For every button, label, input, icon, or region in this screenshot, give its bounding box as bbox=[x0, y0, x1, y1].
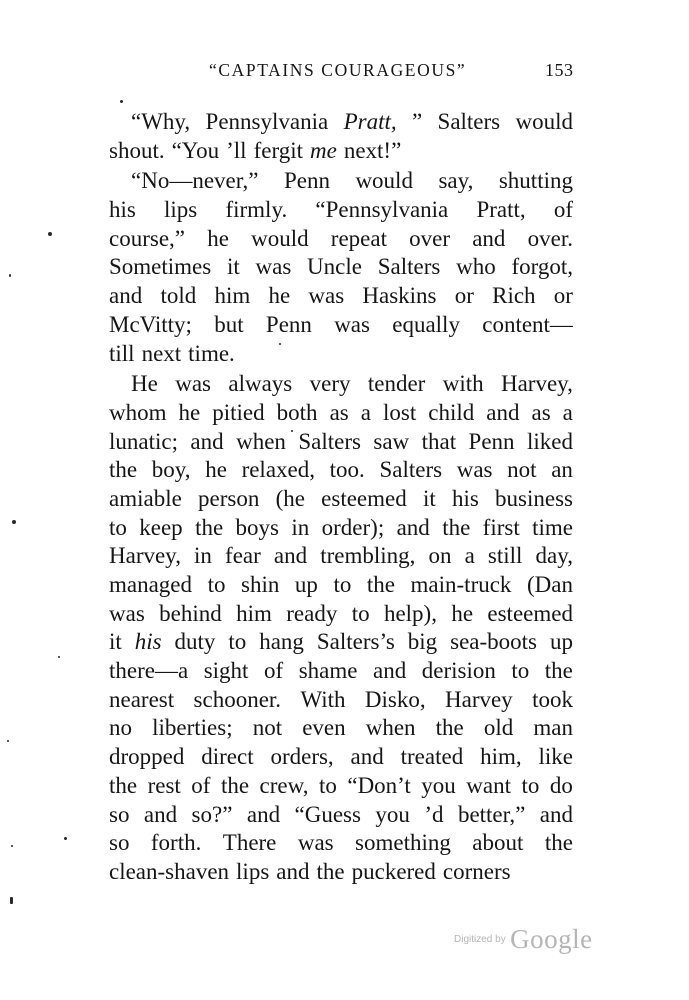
word: Harvey, bbox=[109, 543, 181, 569]
word: to bbox=[351, 600, 370, 626]
word: was bbox=[308, 283, 345, 309]
page-number: 153 bbox=[545, 60, 574, 80]
text-line bbox=[109, 657, 573, 686]
word: There bbox=[222, 830, 277, 856]
word: Salters’s bbox=[316, 629, 395, 655]
word: better,” bbox=[457, 801, 526, 827]
word: direct bbox=[201, 744, 254, 770]
word: and bbox=[246, 801, 281, 827]
word: would bbox=[355, 168, 413, 194]
word: when bbox=[236, 428, 286, 454]
word: it bbox=[422, 485, 436, 511]
word: a bbox=[360, 399, 371, 425]
word: in bbox=[291, 514, 310, 540]
word: his bbox=[451, 485, 479, 511]
word: Harvey, bbox=[500, 371, 573, 397]
text-line bbox=[109, 137, 573, 166]
word: not bbox=[507, 457, 537, 483]
word: fear bbox=[225, 543, 261, 569]
word: lips bbox=[236, 858, 270, 884]
word: with bbox=[442, 371, 484, 397]
word: content— bbox=[482, 311, 573, 337]
word: shout. bbox=[109, 137, 165, 163]
word: too. bbox=[329, 457, 365, 483]
text-line bbox=[109, 686, 573, 715]
word: Pratt, bbox=[343, 109, 397, 134]
word: treated bbox=[400, 744, 464, 770]
text-line bbox=[109, 514, 573, 543]
word: dropped bbox=[109, 744, 185, 770]
word: liked bbox=[526, 428, 573, 454]
word: behind bbox=[159, 600, 222, 626]
word: was bbox=[456, 457, 493, 483]
word: whom bbox=[109, 399, 167, 425]
word: when bbox=[365, 715, 416, 741]
word: no bbox=[109, 715, 132, 741]
word: me bbox=[309, 137, 337, 163]
text-line bbox=[109, 108, 573, 137]
word: corners bbox=[442, 858, 511, 884]
word: to bbox=[109, 514, 127, 540]
word: he bbox=[207, 225, 229, 251]
text-line bbox=[109, 428, 573, 457]
text-line bbox=[109, 282, 573, 311]
word: person bbox=[198, 485, 260, 511]
word: the bbox=[544, 830, 573, 856]
word: “Don’t bbox=[347, 772, 411, 798]
word: Haskins bbox=[362, 283, 437, 309]
word: sea-boots bbox=[450, 629, 538, 655]
word: help), bbox=[383, 600, 437, 626]
word: like bbox=[538, 744, 573, 770]
text-line bbox=[109, 628, 573, 657]
word: trembling, bbox=[320, 543, 416, 569]
word: Disko, bbox=[364, 686, 426, 712]
watermark-brand: Google bbox=[510, 924, 593, 954]
word: fergit bbox=[253, 137, 303, 163]
word: duty bbox=[174, 629, 216, 655]
word: “Why, bbox=[131, 109, 191, 134]
word: and bbox=[372, 658, 407, 684]
word: lunatic; bbox=[109, 428, 178, 454]
text-line bbox=[109, 253, 573, 282]
word: He bbox=[131, 371, 158, 397]
word: nearest bbox=[109, 686, 175, 712]
word: so?” bbox=[191, 801, 233, 827]
text-line bbox=[109, 743, 573, 772]
body-text bbox=[109, 108, 573, 887]
word: up bbox=[549, 629, 573, 655]
word: repeat bbox=[330, 225, 387, 251]
word: on bbox=[428, 543, 452, 569]
word: and bbox=[350, 744, 384, 770]
word: the bbox=[435, 715, 464, 741]
word: to bbox=[521, 772, 540, 798]
word: up bbox=[294, 572, 318, 597]
word: till bbox=[109, 340, 135, 366]
text-line bbox=[109, 456, 573, 485]
word: the bbox=[109, 772, 138, 798]
word: to bbox=[207, 572, 226, 597]
word: him bbox=[214, 283, 251, 309]
word: Rich bbox=[492, 283, 536, 309]
word: “Guess bbox=[294, 801, 361, 827]
word: child bbox=[428, 399, 475, 425]
text-line bbox=[109, 801, 573, 830]
word: of bbox=[263, 658, 284, 684]
text-line bbox=[109, 858, 573, 887]
word: time bbox=[532, 514, 573, 540]
word: him, bbox=[480, 744, 522, 770]
word: so bbox=[109, 801, 130, 827]
word: amiable bbox=[109, 485, 182, 511]
word: as bbox=[329, 399, 349, 425]
word: something bbox=[355, 830, 451, 856]
word: was bbox=[297, 830, 334, 856]
text-line bbox=[109, 340, 573, 369]
word: the bbox=[544, 658, 573, 684]
word: order); bbox=[321, 514, 385, 540]
word: ready bbox=[286, 600, 338, 626]
word: want bbox=[466, 772, 511, 798]
word: would bbox=[251, 225, 309, 251]
text-line bbox=[109, 571, 573, 600]
word: still bbox=[487, 543, 523, 569]
word: tender bbox=[367, 371, 426, 397]
word: forgot, bbox=[511, 254, 573, 280]
word: to bbox=[228, 629, 247, 655]
word: he bbox=[205, 457, 227, 483]
word: McVitty; bbox=[109, 311, 192, 337]
word: took bbox=[532, 686, 573, 712]
word: of bbox=[191, 772, 211, 798]
watermark-prefix: Digitized by bbox=[454, 934, 506, 945]
word: say, bbox=[438, 168, 474, 194]
word: (he bbox=[275, 485, 305, 511]
word: shame bbox=[298, 658, 358, 684]
word: Salters bbox=[437, 109, 501, 134]
word: would bbox=[515, 109, 573, 134]
word: the bbox=[316, 858, 345, 884]
word: Penn bbox=[468, 428, 515, 454]
word: was bbox=[175, 371, 211, 397]
word: Salters bbox=[379, 457, 443, 483]
word: ” bbox=[411, 109, 423, 134]
word: to bbox=[333, 572, 352, 597]
word: main-truck bbox=[410, 572, 512, 597]
word: and bbox=[273, 543, 308, 569]
word: always bbox=[228, 371, 293, 397]
word: lost bbox=[382, 399, 417, 425]
word: sight bbox=[203, 658, 249, 684]
word: both bbox=[276, 399, 318, 425]
word: was bbox=[109, 600, 145, 626]
word: man bbox=[533, 715, 573, 741]
word: to bbox=[318, 772, 337, 798]
word: so bbox=[109, 830, 130, 856]
word: “Pennsylvania bbox=[315, 197, 449, 223]
word: boys bbox=[235, 514, 279, 540]
word: Salters bbox=[377, 254, 441, 280]
word: told bbox=[160, 283, 197, 309]
text-line bbox=[109, 225, 573, 254]
word: Salters bbox=[298, 428, 361, 454]
text-line bbox=[109, 196, 573, 225]
word: of bbox=[553, 197, 573, 223]
word: next!” bbox=[343, 137, 402, 163]
word: the bbox=[220, 772, 250, 798]
word: With bbox=[300, 686, 346, 712]
word: Pratt, bbox=[476, 197, 526, 223]
word: orders, bbox=[270, 744, 334, 770]
word: pitied bbox=[212, 399, 265, 425]
text-line bbox=[109, 542, 573, 571]
word: and bbox=[472, 225, 506, 251]
word: he bbox=[178, 399, 201, 425]
word: forth. bbox=[150, 830, 202, 856]
word: an bbox=[551, 457, 573, 483]
word: it bbox=[109, 629, 122, 655]
word: liberties; bbox=[152, 715, 233, 741]
word: you bbox=[421, 772, 456, 798]
word: firmly. bbox=[225, 197, 288, 223]
word: even bbox=[302, 715, 346, 741]
word: clean-shaven bbox=[109, 858, 230, 884]
word: and bbox=[539, 801, 573, 827]
word: a bbox=[562, 399, 573, 425]
word: the bbox=[109, 457, 138, 483]
word: you bbox=[375, 801, 410, 827]
word: business bbox=[495, 485, 573, 511]
word: day, bbox=[535, 543, 573, 569]
word: rest bbox=[147, 772, 181, 798]
word: and bbox=[276, 858, 310, 884]
word: the bbox=[195, 514, 224, 540]
digitized-watermark bbox=[454, 924, 593, 955]
word: in bbox=[194, 543, 212, 569]
word: relaxed, bbox=[241, 457, 315, 483]
word: to bbox=[511, 658, 530, 684]
word: Harvey bbox=[445, 686, 513, 712]
word: the bbox=[366, 572, 395, 597]
word: was bbox=[255, 254, 292, 280]
word: shin bbox=[241, 572, 280, 597]
text-line bbox=[109, 167, 573, 196]
word: ’ll bbox=[226, 137, 247, 163]
word: esteemed bbox=[487, 600, 573, 626]
text-line bbox=[109, 829, 573, 858]
word: managed bbox=[109, 572, 193, 597]
word: Sometimes bbox=[109, 254, 212, 280]
word: as bbox=[531, 399, 551, 425]
word: keep bbox=[139, 514, 183, 540]
word: do bbox=[549, 772, 573, 798]
word: Pennsylvania bbox=[205, 109, 329, 134]
word: Uncle bbox=[307, 254, 362, 280]
word: him bbox=[236, 600, 272, 626]
word: equally bbox=[392, 311, 460, 337]
word: lips bbox=[164, 197, 198, 223]
word: (Dan bbox=[526, 572, 573, 597]
word: and bbox=[109, 283, 143, 309]
running-title: “CAPTAINS COURAGEOUS” bbox=[209, 60, 467, 80]
word: “No—never,” bbox=[131, 168, 259, 194]
text-line bbox=[109, 370, 573, 399]
word: big bbox=[407, 629, 438, 655]
word: or bbox=[553, 283, 573, 309]
word: saw bbox=[373, 428, 410, 454]
word: Penn bbox=[283, 168, 330, 194]
word: Penn bbox=[265, 311, 312, 337]
text-line bbox=[109, 311, 573, 340]
word: his bbox=[134, 629, 162, 655]
word: over bbox=[409, 225, 451, 251]
text-line bbox=[109, 485, 573, 514]
word: he bbox=[268, 283, 291, 309]
word: it bbox=[226, 254, 240, 280]
word: not bbox=[252, 715, 283, 741]
word: boy, bbox=[151, 457, 191, 483]
word: first bbox=[482, 514, 520, 540]
text-line bbox=[109, 399, 573, 428]
word: and bbox=[396, 514, 430, 540]
word: course,” bbox=[109, 225, 185, 251]
word: shutting bbox=[498, 168, 573, 194]
word: his bbox=[109, 197, 136, 223]
word: and bbox=[486, 399, 520, 425]
word: “You bbox=[171, 137, 220, 163]
text-line bbox=[109, 772, 573, 801]
word: over. bbox=[527, 225, 573, 251]
word: schooner. bbox=[193, 686, 282, 712]
word: very bbox=[309, 371, 351, 397]
word: and bbox=[143, 801, 178, 827]
word: was bbox=[334, 311, 370, 337]
word: puckered bbox=[351, 858, 436, 884]
word: time. bbox=[188, 340, 235, 366]
word: about bbox=[472, 830, 524, 856]
word: there—a bbox=[109, 658, 189, 684]
word: old bbox=[483, 715, 514, 741]
word: a bbox=[464, 543, 475, 569]
text-line bbox=[109, 714, 573, 743]
word: and bbox=[190, 428, 224, 454]
word: that bbox=[421, 428, 457, 454]
word: ’d bbox=[424, 801, 444, 827]
text-line bbox=[109, 600, 573, 629]
word: or bbox=[454, 283, 474, 309]
word: next bbox=[141, 340, 182, 366]
word: crew, bbox=[259, 772, 309, 798]
word: the bbox=[442, 514, 471, 540]
word: derision bbox=[421, 658, 496, 684]
word: but bbox=[214, 311, 244, 337]
word: who bbox=[456, 254, 496, 280]
word: he bbox=[451, 600, 474, 626]
word: esteemed bbox=[321, 485, 407, 511]
word: hang bbox=[259, 629, 304, 655]
